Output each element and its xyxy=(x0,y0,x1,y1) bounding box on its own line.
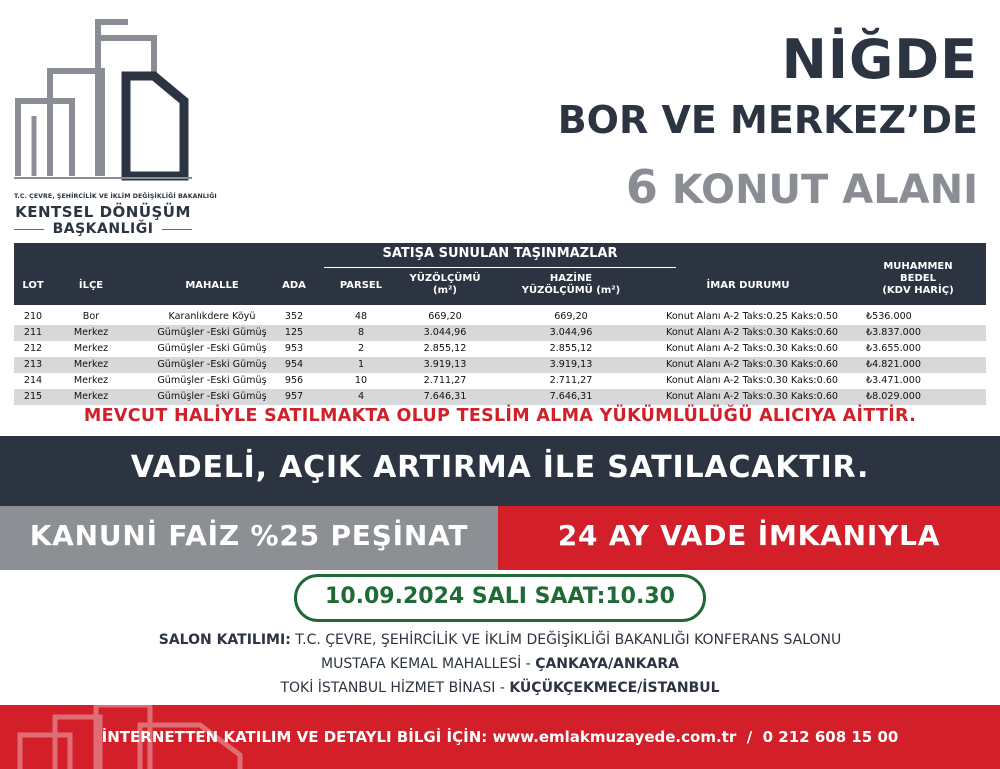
venue-label: SALON KATILIMI: xyxy=(158,632,291,648)
delivery-note: MEVCUT HALİYLE SATILMAKTA OLUP TESLİM ALMA YÜKÜMLÜLÜĞÜ ALICIYA AİTTİR. xyxy=(83,406,917,426)
footer-contact xyxy=(0,728,1000,746)
table-row xyxy=(14,357,986,373)
cell-mahalle: Gümüşler -Eski Gümüş xyxy=(157,343,267,354)
cell-bedel: ₺3.655.000 xyxy=(866,343,921,354)
sale-method-text: VADELİ, AÇIK ARTIRMA İLE SATILACAKTIR. xyxy=(130,450,870,485)
footer-label: İNTERNETTEN KATILIM VE DETAYLI BİLGİ İÇİN: xyxy=(101,728,488,746)
table-row xyxy=(14,325,986,341)
table-header xyxy=(14,243,986,305)
footer-url-link[interactable]: www.emlakmuzayede.com.tr xyxy=(492,728,737,746)
cell-lot: 211 xyxy=(23,327,43,338)
cell-parsel: 48 xyxy=(354,311,368,322)
cell-bedel: ₺3.471.000 xyxy=(866,375,921,386)
venue-line-1 xyxy=(0,632,1000,648)
cell-lot: 214 xyxy=(23,375,43,386)
cell-imar: Konut Alanı A-2 Taks:0.30 Kaks:0.60 xyxy=(666,375,839,386)
logo-ministry-text: T.C. ÇEVRE, ŞEHİRCİLİK VE İKLİM DEĞİŞİKLİĞİ BAKANLIĞI xyxy=(14,193,217,200)
cell-ilce: Merkez xyxy=(73,391,109,402)
cell-bedel: ₺3.837.000 xyxy=(866,327,921,338)
header-hazine: HAZİNE xyxy=(549,273,593,284)
cell-ilce: Merkez xyxy=(73,375,109,386)
cell-ada: 352 xyxy=(284,311,304,322)
cell-hazine: 3.919,13 xyxy=(549,359,593,370)
cell-ada: 954 xyxy=(284,359,304,370)
footer-separator: / xyxy=(746,728,753,746)
cell-yuzolcumu: 7.646,31 xyxy=(423,391,467,402)
cell-imar: Konut Alanı A-2 Taks:0.25 Kaks:0.50 xyxy=(666,311,839,322)
cell-mahalle: Karanlıkdere Köyü xyxy=(168,311,256,322)
cell-hazine: 2.711,27 xyxy=(549,375,593,386)
header-ilce: İLÇE xyxy=(78,280,104,291)
cell-ada: 957 xyxy=(284,391,304,402)
cell-bedel: ₺8.029.000 xyxy=(866,391,921,402)
cell-ilce: Merkez xyxy=(73,359,109,370)
cell-hazine: 669,20 xyxy=(554,311,588,322)
cell-yuzolcumu: 669,20 xyxy=(428,311,462,322)
logo-rule-right xyxy=(162,229,192,230)
kentsel-donusum-logo xyxy=(14,16,217,237)
auction-date: 10.09.2024 SALI SAAT:10.30 xyxy=(325,584,675,609)
headline-city: NİĞDE xyxy=(781,28,978,91)
cell-mahalle: Gümüşler -Eski Gümüş xyxy=(157,327,267,338)
table-row xyxy=(14,373,986,389)
venue-line-2 xyxy=(0,656,1000,672)
cell-imar: Konut Alanı A-2 Taks:0.30 Kaks:0.60 xyxy=(666,359,839,370)
property-table xyxy=(14,243,986,405)
cell-ilce: Merkez xyxy=(73,343,109,354)
footer-phone[interactable]: 0 212 608 15 00 xyxy=(762,728,899,746)
cell-parsel: 10 xyxy=(354,375,368,386)
header-lot: LOT xyxy=(22,280,44,291)
header-imar: İMAR DURUMU xyxy=(706,280,790,291)
cell-ada: 953 xyxy=(284,343,304,354)
cell-ada: 125 xyxy=(284,327,304,338)
table-body xyxy=(14,309,986,405)
logo-rule-left xyxy=(14,229,44,230)
headline-count-text: KONUT ALANI xyxy=(671,167,978,213)
venue-istanbul-city: KÜÇÜKÇEKMECE/İSTANBUL xyxy=(509,680,720,696)
header-yuzolcumu: YÜZÖLÇÜMÜ xyxy=(409,273,481,284)
cell-yuzolcumu: 3.919,13 xyxy=(423,359,467,370)
cell-imar: Konut Alanı A-2 Taks:0.30 Kaks:0.60 xyxy=(666,327,839,338)
venue-istanbul-address: TOKİ İSTANBUL HİZMET BİNASI - xyxy=(280,680,510,696)
table-group-divider xyxy=(324,267,676,268)
header-mahalle: MAHALLE xyxy=(185,280,239,291)
cell-imar: Konut Alanı A-2 Taks:0.30 Kaks:0.60 xyxy=(666,343,839,354)
table-row xyxy=(14,309,986,325)
header-ada: ADA xyxy=(282,280,306,291)
cell-ada: 956 xyxy=(284,375,304,386)
cell-imar: Konut Alanı A-2 Taks:0.30 Kaks:0.60 xyxy=(666,391,839,402)
header-bedel-2: BEDEL xyxy=(900,273,936,284)
cell-yuzolcumu: 2.855,12 xyxy=(423,343,467,354)
header-parsel: PARSEL xyxy=(339,280,383,291)
headline-count-number: 6 xyxy=(625,160,658,214)
headline-count xyxy=(626,160,978,214)
cell-parsel: 8 xyxy=(357,327,365,338)
installment-text: 24 AY VADE İMKANIYLA xyxy=(557,519,941,552)
cell-mahalle: Gümüşler -Eski Gümüş xyxy=(157,391,267,402)
venue-name: T.C. ÇEVRE, ŞEHİRCİLİK VE İKLİM DEĞİŞİKLİĞİ BAKANLIĞI KONFERANS SALONU xyxy=(290,632,842,648)
cell-bedel: ₺536.000 xyxy=(866,311,912,322)
buildings-logo-icon xyxy=(14,16,192,194)
cell-hazine: 7.646,31 xyxy=(549,391,593,402)
cell-lot: 215 xyxy=(23,391,43,402)
table-row xyxy=(14,341,986,357)
header-hazine-unit: YÜZÖLÇÜMÜ (m²) xyxy=(521,285,621,296)
header-bedel-3: (KDV HARİÇ) xyxy=(882,285,954,296)
table-group-header: SATIŞA SUNULAN TAŞINMAZLAR xyxy=(382,246,618,261)
header-bedel-1: MUHAMMEN xyxy=(883,261,953,272)
cell-bedel: ₺4.821.000 xyxy=(866,359,921,370)
cell-ilce: Bor xyxy=(82,311,100,322)
cell-lot: 212 xyxy=(23,343,43,354)
cell-parsel: 4 xyxy=(357,391,365,402)
headline-districts: BOR VE MERKEZ’DE xyxy=(557,98,978,142)
venue-ankara-address: MUSTAFA KEMAL MAHALLESİ - xyxy=(321,656,536,672)
cell-ilce: Merkez xyxy=(73,327,109,338)
cell-mahalle: Gümüşler -Eski Gümüş xyxy=(157,359,267,370)
cell-yuzolcumu: 3.044,96 xyxy=(423,327,467,338)
cell-yuzolcumu: 2.711,27 xyxy=(423,375,467,386)
cell-parsel: 2 xyxy=(357,343,365,354)
logo-title-line1: KENTSEL DÖNÜŞÜM xyxy=(15,203,191,221)
cell-parsel: 1 xyxy=(357,359,365,370)
cell-lot: 210 xyxy=(23,311,43,322)
cell-hazine: 2.855,12 xyxy=(549,343,593,354)
venue-line-3 xyxy=(0,680,1000,696)
logo-title-line2: BAŞKANLIĞI xyxy=(52,221,154,237)
cell-hazine: 3.044,96 xyxy=(549,327,593,338)
header-yuzolcumu-unit: (m²) xyxy=(433,285,457,296)
table-row xyxy=(14,389,986,405)
down-payment-text: KANUNİ FAİZ %25 PEŞİNAT xyxy=(29,519,469,552)
cell-mahalle: Gümüşler -Eski Gümüş xyxy=(157,375,267,386)
cell-lot: 213 xyxy=(23,359,43,370)
venue-ankara-city: ÇANKAYA/ANKARA xyxy=(535,656,679,672)
